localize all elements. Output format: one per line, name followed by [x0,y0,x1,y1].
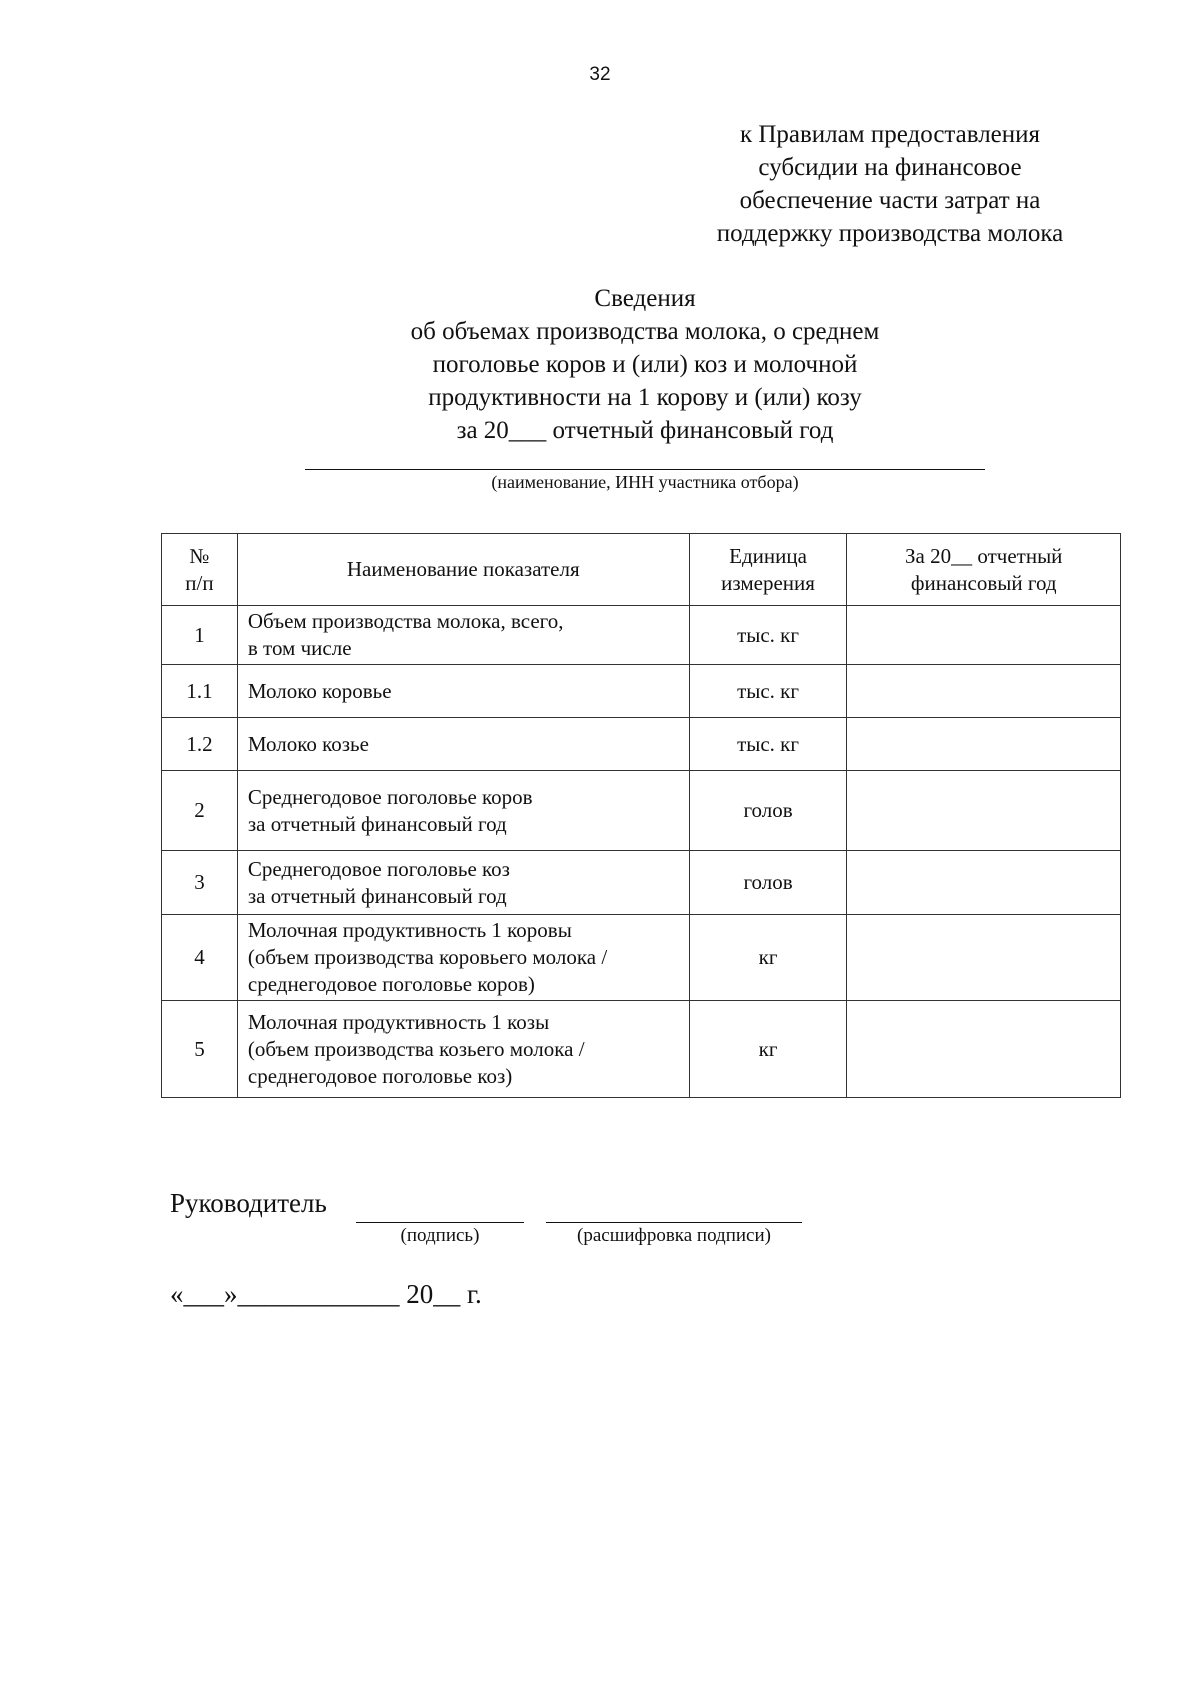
row-value-cell[interactable] [847,718,1121,771]
date-field[interactable]: «___»____________ 20__ г. [170,1279,482,1309]
row-unit: голов [689,771,847,851]
table-row [162,915,1121,1001]
row-name: Среднегодовое поголовье коров за отчетный финансовый год [237,771,689,851]
row-name: Среднегодовое поголовье коз за отчетный финансовый год [237,851,689,915]
table-row [162,1001,1121,1098]
row-value-cell[interactable] [847,771,1121,851]
signature-caption: (подпись) [400,1225,480,1246]
participant-fill-line[interactable] [305,469,985,470]
row-num: 1.2 [162,718,238,771]
row-unit: тыс. кг [689,606,847,665]
annex-line: к Правилам предоставления [739,121,1041,148]
row-unit: тыс. кг [689,718,847,771]
annex-line: субсидии на финансовое [758,154,1022,181]
subtitle-line: за 20___ отчетный финансовый год [456,417,834,444]
annex-line: поддержку производства молока [716,220,1064,247]
row-unit: голов [689,851,847,915]
row-num: 1 [162,606,238,665]
row-name: Объем производства молока, всего, в том числе [237,606,689,665]
row-num: 2 [162,771,238,851]
row-name: Молочная продуктивность 1 козы (объем производства козьего молока / среднегодовое поголовье коз) [237,1001,689,1098]
signature-decoding-fill-line[interactable] [546,1222,802,1223]
decoding-caption: (расшифровка подписи) [577,1225,771,1246]
document-heading [300,282,990,447]
participant-caption: (наименование, ИНН участника отбора) [491,472,799,492]
row-value-cell[interactable] [847,851,1121,915]
page-number: 32 [589,64,611,85]
table-header-row [162,534,1121,606]
row-value-cell[interactable] [847,915,1121,1001]
annex-line: обеспечение части затрат на [739,187,1041,214]
row-unit: кг [689,1001,847,1098]
row-unit: тыс. кг [689,665,847,718]
subtitle-line: поголовье коров и (или) коз и молочной [432,351,858,378]
row-value-cell[interactable] [847,606,1121,665]
table-row [162,606,1121,665]
header-num: № п/п [162,534,238,606]
row-value-cell[interactable] [847,1001,1121,1098]
signature-label: Руководитель [170,1188,327,1218]
table-row [162,851,1121,915]
header-value: За 20__ отчетный финансовый год [847,534,1121,606]
row-value-cell[interactable] [847,665,1121,718]
document-title: Сведения [594,285,696,312]
row-num: 5 [162,1001,238,1098]
table-row [162,718,1121,771]
row-num: 4 [162,915,238,1001]
row-num: 3 [162,851,238,915]
table-row [162,665,1121,718]
subtitle-line: продуктивности на 1 корову и (или) козу [428,384,862,411]
row-name: Молоко коровье [237,665,689,718]
row-name: Молочная продуктивность 1 коровы (объем производства коровьего молока / среднегодовое поголовье коров) [237,915,689,1001]
indicators-table [161,533,1121,1098]
annex-reference [680,118,1100,250]
row-unit: кг [689,915,847,1001]
row-name: Молоко козье [237,718,689,771]
header-unit: Единица измерения [689,534,847,606]
row-num: 1.1 [162,665,238,718]
header-name: Наименование показателя [237,534,689,606]
subtitle-line: об объемах производства молока, о среднем [410,318,880,345]
table-row [162,771,1121,851]
signature-fill-line[interactable] [356,1222,524,1223]
